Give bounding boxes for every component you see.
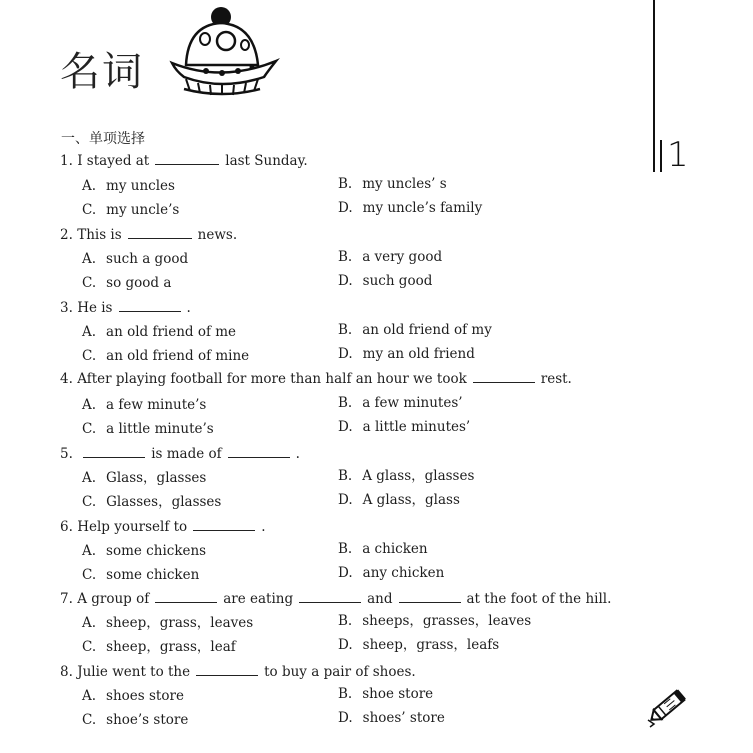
option-2b[interactable]: B. a very good bbox=[338, 249, 443, 265]
option-5a[interactable]: A. Glass，glasses bbox=[82, 470, 207, 486]
page-title: 名词 bbox=[60, 49, 144, 95]
option-8d[interactable]: D. shoes’ store bbox=[338, 710, 445, 726]
option-7a[interactable]: A. sheep，grass，leaves bbox=[82, 615, 254, 631]
option-8b[interactable]: B. shoe store bbox=[338, 686, 434, 702]
option-4d[interactable]: D. a little minutes’ bbox=[338, 419, 471, 435]
option-4b[interactable]: B. a few minutes’ bbox=[338, 395, 463, 411]
margin-rule bbox=[653, 0, 655, 172]
option-4a[interactable]: A. a few minute’s bbox=[82, 397, 207, 413]
option-6c[interactable]: C. some chicken bbox=[82, 567, 200, 583]
question-7: 7. A group of are eating and at the foot of the hill. bbox=[60, 591, 612, 607]
option-7b[interactable]: B. sheeps，grasses，leaves bbox=[338, 613, 532, 629]
option-3b[interactable]: B. an old friend of my bbox=[338, 322, 492, 338]
option-8a[interactable]: A. shoes store bbox=[82, 688, 184, 704]
hat-icon bbox=[168, 5, 280, 97]
pencil-icon bbox=[644, 680, 694, 730]
option-6d[interactable]: D. any chicken bbox=[338, 565, 445, 581]
question-2: 2. This is news. bbox=[60, 227, 238, 243]
option-2a[interactable]: A. such a good bbox=[82, 251, 189, 267]
option-6b[interactable]: B. a chicken bbox=[338, 541, 428, 557]
question-4: 4. After playing football for more than half an hour we took rest. bbox=[60, 371, 572, 387]
option-8c[interactable]: C. shoe’s store bbox=[82, 712, 189, 728]
option-2d[interactable]: D. such good bbox=[338, 273, 433, 289]
option-3d[interactable]: D. my an old friend bbox=[338, 346, 475, 362]
question-8: 8. Julie went to the to buy a pair of shoes. bbox=[60, 664, 416, 680]
question-6: 6. Help yourself to . bbox=[60, 519, 266, 535]
option-3a[interactable]: A. an old friend of me bbox=[82, 324, 237, 340]
option-1a[interactable]: A. my uncles bbox=[82, 178, 175, 194]
option-5c[interactable]: C. Glasses，glasses bbox=[82, 494, 222, 510]
question-5: 5. is made of . bbox=[60, 446, 300, 462]
option-2c[interactable]: C. so good a bbox=[82, 275, 172, 291]
option-3c[interactable]: C. an old friend of mine bbox=[82, 348, 250, 364]
question-3: 3. He is . bbox=[60, 300, 191, 316]
question-1: 1. I stayed at last Sunday. bbox=[60, 153, 308, 169]
chapter-number: 1 bbox=[667, 135, 689, 175]
option-5b[interactable]: B. A glass，glasses bbox=[338, 468, 475, 484]
option-1b[interactable]: B. my uncles’ s bbox=[338, 176, 447, 192]
section-heading: 一、单项选择 bbox=[61, 131, 145, 147]
option-7d[interactable]: D. sheep，grass，leafs bbox=[338, 637, 500, 653]
option-4c[interactable]: C. a little minute’s bbox=[82, 421, 214, 437]
option-7c[interactable]: C. sheep，grass，leaf bbox=[82, 639, 236, 655]
chapter-rule bbox=[660, 140, 662, 172]
option-1d[interactable]: D. my uncle’s family bbox=[338, 200, 483, 216]
option-1c[interactable]: C. my uncle’s bbox=[82, 202, 180, 218]
option-6a[interactable]: A. some chickens bbox=[82, 543, 207, 559]
option-5d[interactable]: D. A glass，glass bbox=[338, 492, 460, 508]
